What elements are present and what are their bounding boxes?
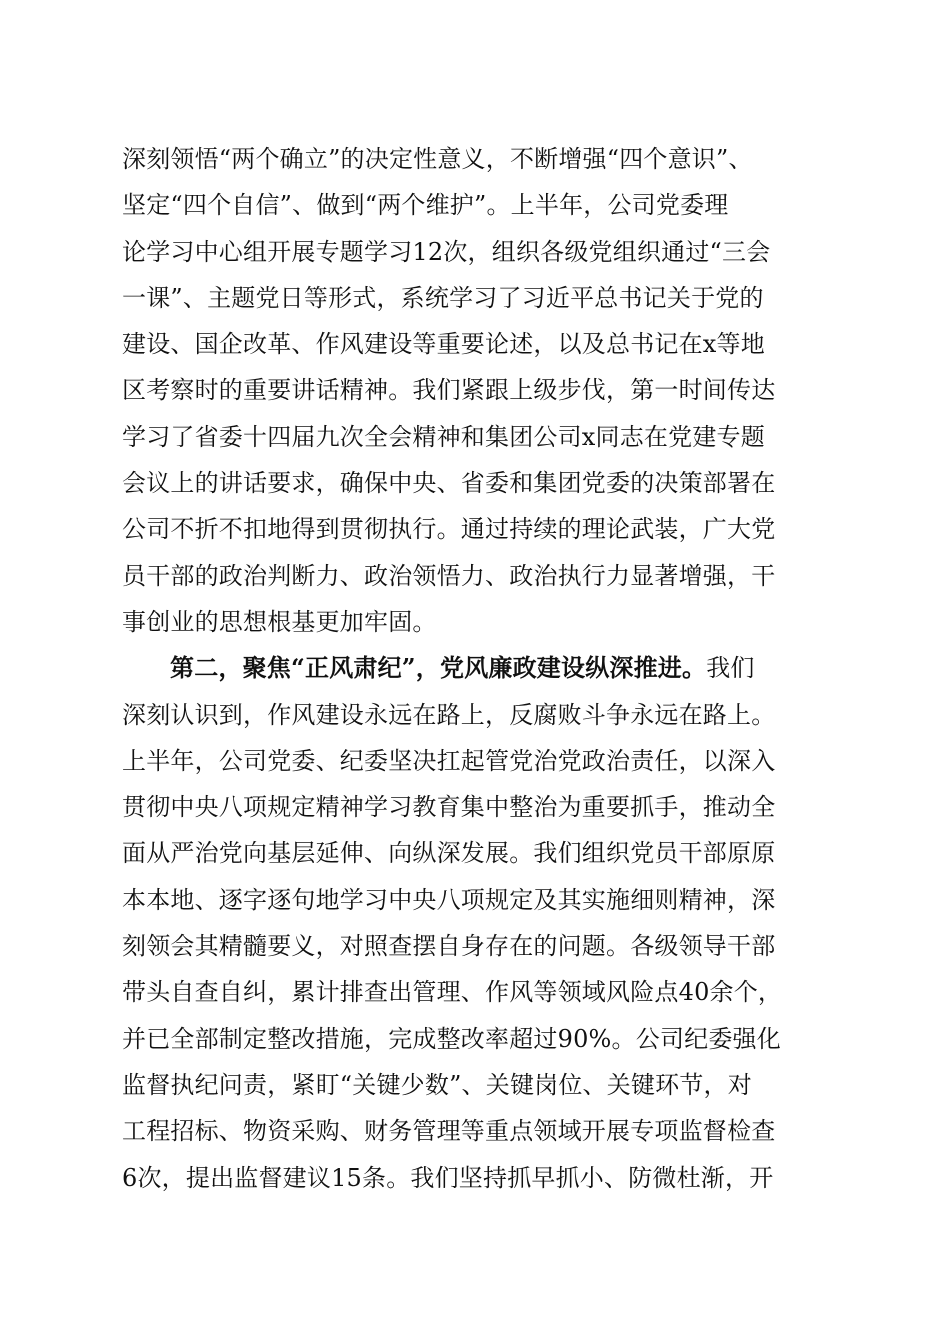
paragraph-heading-line (122, 645, 842, 691)
text-line: 会议上的讲话要求，确保中央、省委和集团党委的决策部署在 (122, 469, 776, 498)
text-line: 一课”、主题党日等形式，系统学习了习近平总书记关于党的 (122, 283, 764, 312)
text-line: 建设、国企改革、作风建设等重要论述，以及总书记在x等地 (122, 330, 765, 359)
text-line: 贯彻中央八项规定精神学习教育集中整治为重要抓手，推动全 (122, 793, 776, 822)
text-line: 刻领会其精髓要义，对照查摆自身存在的问题。各级领导干部 (122, 932, 776, 961)
text-line: 监督执纪问责，紧盯“关键少数”、关键岗位、关键环节，对 (122, 1070, 752, 1099)
text-line: 公司不折不扣地得到贯彻执行。通过持续的理论武装，广大党 (122, 515, 776, 544)
text-line: 区考察时的重要讲话精神。我们紧跟上级步伐，第一时间传达 (122, 376, 776, 405)
text-line: 带头自查自纠，累计排查出管理、作风等领域风险点40余个， (122, 978, 783, 1007)
text-line: 深刻领悟“两个确立”的决定性意义，不断增强“四个意识”、 (122, 145, 753, 173)
text-line: 论学习中心组开展专题学习12次，组织各级党组织通过“三会 (122, 237, 771, 266)
body-text (122, 136, 842, 1201)
text-line: 深刻认识到，作风建设永远在路上，反腐败斗争永远在路上。 (122, 700, 776, 729)
text-line: 本本地、逐字逐句地学习中央八项规定及其实施细则精神，深 (122, 885, 776, 914)
text-line: 员干部的政治判断力、政治领悟力、政治执行力显著增强，干 (122, 561, 776, 590)
text-line: 事创业的思想根基更加牢固。 (122, 607, 437, 636)
text-line: 学习了省委十四届九次全会精神和集团公司x同志在党建专题 (122, 422, 765, 451)
text-line: 6次，提出监督建议15条。我们坚持抓早抓小、防微杜渐，开 (122, 1163, 774, 1192)
heading-line-continuation: 我们 (706, 654, 755, 683)
text-line: 工程招标、物资采购、财务管理等重点领域开展专项监督检查 (122, 1117, 776, 1146)
text-line: 坚定“四个自信”、做到“两个维护”。上半年，公司党委理 (122, 191, 729, 220)
text-line: 上半年，公司党委、纪委坚决扛起管党治党政治责任，以深入 (122, 746, 776, 775)
section-heading: 第二，聚焦“正风肃纪”，党风廉政建设纵深推进。 (170, 653, 707, 683)
text-line: 面从严治党向基层延伸、向纵深发展。我们组织党员干部原原 (122, 839, 776, 868)
text-line: 并已全部制定整改措施，完成整改率超过90%。公司纪委强化 (122, 1024, 781, 1053)
